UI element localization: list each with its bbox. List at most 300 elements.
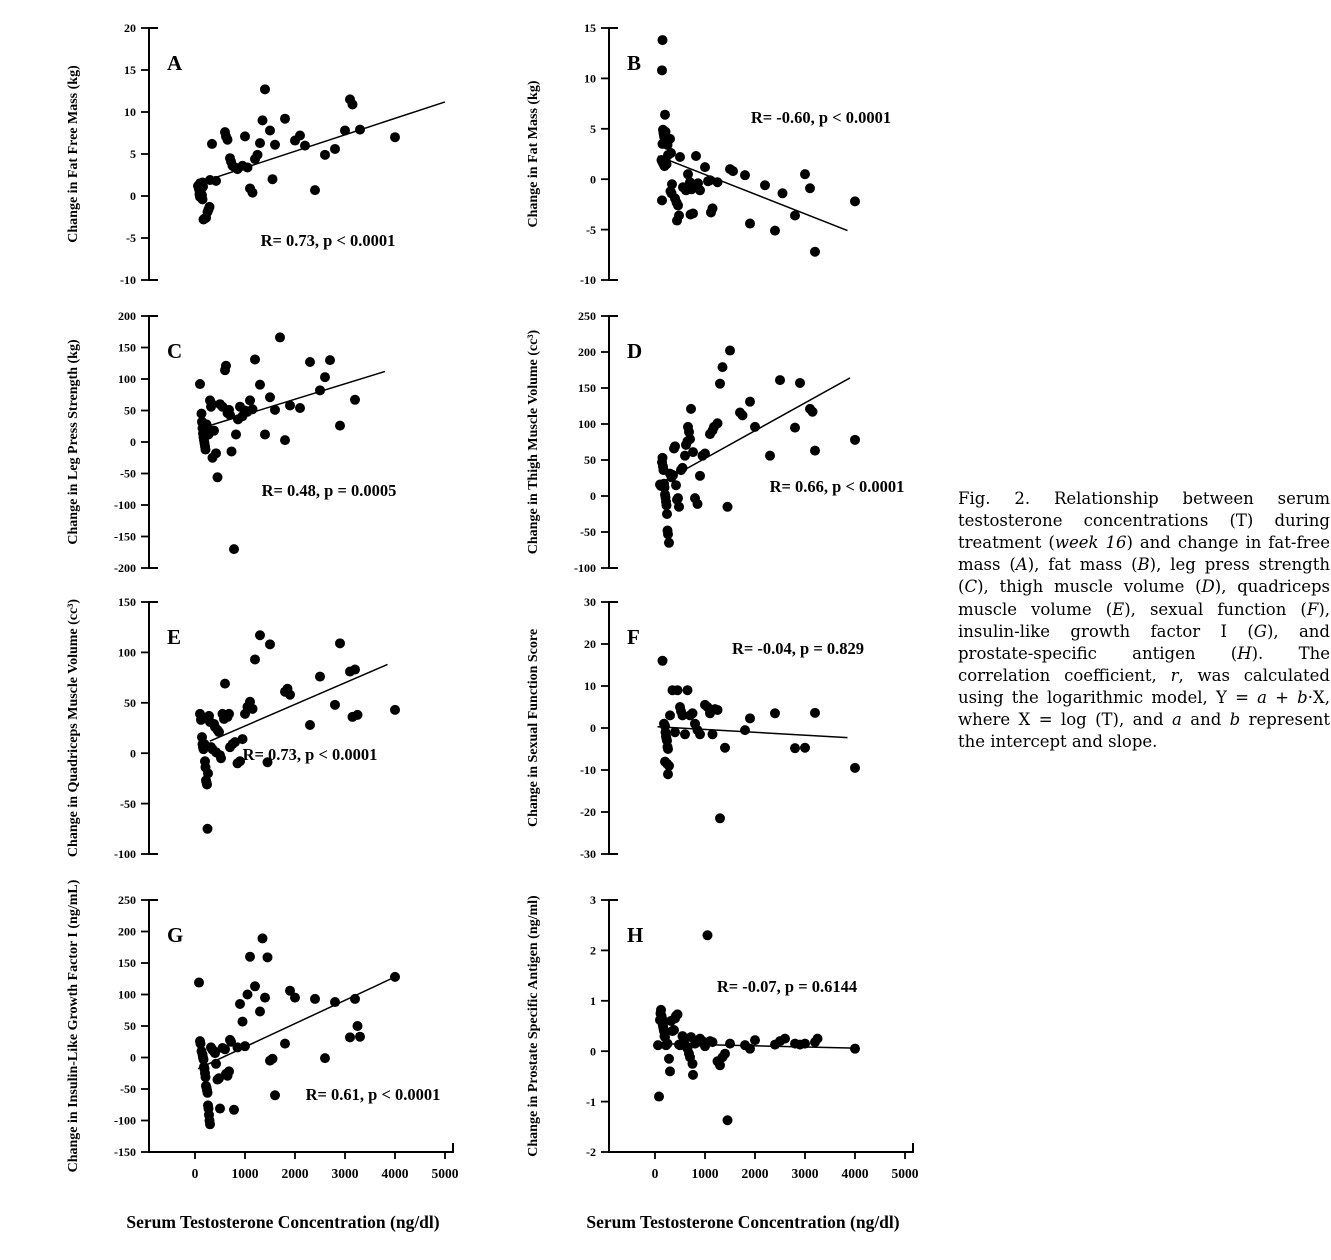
data-point — [658, 656, 668, 666]
data-point — [713, 705, 723, 715]
y-axis-label: Change in Insulin-Like Growth Factor I (ng/mL) — [66, 879, 81, 1173]
data-point — [713, 418, 723, 428]
data-point — [658, 453, 668, 463]
data-point — [660, 110, 670, 120]
y-tick-label: -100 — [114, 847, 136, 862]
data-point — [198, 194, 208, 204]
x-axis-title-left: Serum Testosterone Concentration (ng/dl) — [126, 1212, 440, 1232]
data-point — [285, 400, 295, 410]
y-tick-label: 0 — [590, 721, 596, 736]
y-tick-label: -150 — [114, 1145, 136, 1160]
x-tick-label: 3000 — [791, 1166, 819, 1181]
data-point — [663, 744, 673, 754]
trend-line — [198, 978, 393, 1069]
scatter-plot-fat-mass — [515, 8, 975, 296]
data-point — [280, 435, 290, 445]
data-point — [718, 362, 728, 372]
y-tick-label: 0 — [130, 1050, 136, 1065]
data-point — [850, 435, 860, 445]
data-point — [778, 188, 788, 198]
data-point — [221, 361, 231, 371]
data-point — [355, 1032, 365, 1042]
data-point — [738, 410, 748, 420]
data-point — [680, 729, 690, 739]
y-tick-label: -5 — [586, 222, 596, 237]
data-point — [330, 700, 340, 710]
data-point — [250, 654, 260, 664]
data-point — [203, 1088, 213, 1098]
data-point — [850, 1044, 860, 1054]
data-point — [260, 84, 270, 94]
y-axis — [580, 595, 618, 861]
data-point — [390, 132, 400, 142]
x-tick-label: 0 — [651, 1166, 659, 1181]
data-point — [728, 166, 738, 176]
data-point — [280, 114, 290, 124]
scatter-plot-igf-1 — [55, 880, 515, 1210]
scatter-plot-sexual-function — [515, 582, 975, 870]
x-tick-label: 0 — [191, 1166, 199, 1181]
data-point — [268, 174, 278, 184]
data-point — [300, 141, 310, 151]
y-tick-label: 0 — [130, 435, 136, 450]
data-point — [715, 813, 725, 823]
data-point — [663, 529, 673, 539]
data-point — [270, 1090, 280, 1100]
data-point — [664, 761, 674, 771]
data-point — [240, 1041, 250, 1051]
data-point — [220, 679, 230, 689]
data-point — [850, 763, 860, 773]
data-point — [770, 708, 780, 718]
data-point — [260, 429, 270, 439]
data-point — [295, 131, 305, 141]
y-axis-label: Change in Fat Mass (kg) — [526, 80, 541, 228]
data-point — [211, 176, 221, 186]
data-point — [270, 140, 280, 150]
data-point — [670, 441, 680, 451]
data-point — [353, 1021, 363, 1031]
data-point — [213, 472, 223, 482]
data-point — [810, 247, 820, 257]
data-point — [245, 395, 255, 405]
data-point — [255, 380, 265, 390]
data-point — [810, 708, 820, 718]
data-point — [740, 170, 750, 180]
data-point — [671, 480, 681, 490]
data-point — [686, 404, 696, 414]
y-tick-label: -50 — [120, 466, 136, 481]
y-tick-label: 10 — [584, 71, 596, 86]
panel-letter: F — [627, 625, 640, 649]
data-point — [223, 135, 233, 145]
y-tick-label: 100 — [118, 372, 136, 387]
data-point — [305, 720, 315, 730]
data-point — [310, 185, 320, 195]
scatter-plot-psa — [515, 880, 975, 1210]
y-tick-label: -10 — [580, 273, 596, 288]
data-point — [775, 375, 785, 385]
correlation-annotation: R= -0.07, p = 0.6144 — [716, 977, 858, 996]
data-point — [725, 1039, 735, 1049]
data-point — [353, 710, 363, 720]
data-point — [248, 404, 258, 414]
data-point — [723, 502, 733, 512]
data-point — [205, 202, 215, 212]
data-point — [263, 952, 273, 962]
x-axis-title-right: Serum Testosterone Concentration (ng/dl) — [586, 1212, 900, 1232]
y-tick-label: 200 — [118, 924, 136, 939]
data-point — [665, 710, 675, 720]
data-point — [813, 1034, 823, 1044]
data-point — [215, 1104, 225, 1114]
x-axis — [609, 1143, 919, 1181]
y-tick-label: 30 — [584, 595, 596, 610]
x-tick-label: 1000 — [231, 1166, 259, 1181]
data-point — [790, 423, 800, 433]
data-point — [290, 993, 300, 1003]
data-point — [216, 753, 226, 763]
data-point — [350, 395, 360, 405]
data-point — [657, 65, 667, 75]
y-tick-label: -200 — [114, 561, 136, 576]
data-point — [850, 196, 860, 206]
data-point — [693, 499, 703, 509]
y-tick-label: 50 — [584, 453, 596, 468]
data-point — [688, 708, 698, 718]
data-point — [355, 125, 365, 135]
data-point — [658, 35, 668, 45]
data-point — [315, 385, 325, 395]
data-point — [715, 379, 725, 389]
x-tick-label: 2000 — [741, 1166, 769, 1181]
y-axis — [580, 21, 618, 287]
y-tick-label: -100 — [114, 1113, 136, 1128]
data-point — [255, 138, 265, 148]
data-point — [203, 768, 213, 778]
data-point — [211, 448, 221, 458]
data-point — [740, 725, 750, 735]
data-point — [662, 500, 672, 510]
data-point — [695, 471, 705, 481]
data-point — [673, 200, 683, 210]
y-axis-label: Change in Leg Press Strength (kg) — [66, 339, 81, 545]
y-tick-label: -50 — [120, 796, 136, 811]
data-point — [265, 125, 275, 135]
data-point — [691, 151, 701, 161]
x-tick-label: 5000 — [891, 1166, 919, 1181]
data-point — [666, 148, 676, 158]
data-point — [750, 422, 760, 432]
data-point — [695, 729, 705, 739]
data-point — [657, 195, 667, 205]
data-point — [720, 1049, 730, 1059]
x-tick-label: 5000 — [431, 1166, 459, 1181]
data-point — [780, 1034, 790, 1044]
data-point — [268, 1054, 278, 1064]
data-point — [330, 997, 340, 1007]
data-point — [760, 180, 770, 190]
y-tick-label: -50 — [580, 525, 596, 540]
data-point — [708, 1037, 718, 1047]
data-point — [665, 1066, 675, 1076]
scatter-plot-leg-press-strength — [55, 296, 515, 584]
data-point — [662, 509, 672, 519]
y-tick-label: -20 — [580, 805, 596, 820]
y-tick-label: 200 — [578, 345, 596, 360]
data-point — [260, 993, 270, 1003]
data-point — [330, 144, 340, 154]
figure-caption: Fig. 2. Relationship between serum testosterone concentrations (T) during treatment (week 16) and change in fat-free mass (A), fat mass (B), leg press strength (C), thigh muscle volume (D), quadriceps muscle volume (E), sexual function (F), insulin-like growth factor I (G), and prostate-specific antigen (H). The correlation coefficient, r, was calculated using the logarithmic model, Y = a + b·X, where X = log (T), and a and b represent the intercept and slope. — [958, 489, 1330, 752]
data-point — [810, 446, 820, 456]
data-point — [205, 1119, 215, 1129]
data-point — [238, 734, 248, 744]
scatter-plot-fat-free-mass — [55, 8, 515, 296]
data-point — [390, 705, 400, 715]
data-point — [209, 426, 219, 436]
data-point — [688, 447, 698, 457]
y-tick-label: 250 — [578, 309, 596, 324]
data-point — [745, 397, 755, 407]
data-point — [663, 769, 673, 779]
data-point — [725, 346, 735, 356]
data-point — [202, 779, 212, 789]
data-point — [224, 709, 234, 719]
data-point — [654, 1092, 664, 1102]
correlation-annotation: R= -0.60, p < 0.0001 — [750, 108, 892, 127]
panel-letter: B — [627, 51, 642, 75]
panel-letter: C — [167, 339, 183, 363]
data-point — [800, 1039, 810, 1049]
data-point — [795, 378, 805, 388]
data-point — [695, 185, 705, 195]
y-axis — [114, 595, 158, 861]
data-point — [285, 690, 295, 700]
data-point — [305, 357, 315, 367]
data-point — [673, 685, 683, 695]
data-point — [669, 1025, 679, 1035]
y-tick-label: 15 — [124, 63, 136, 78]
data-point — [683, 685, 693, 695]
y-tick-label: 50 — [124, 696, 136, 710]
data-point — [211, 1059, 221, 1069]
y-tick-label: 15 — [584, 21, 596, 36]
data-points — [658, 656, 861, 824]
data-point — [255, 630, 265, 640]
data-point — [194, 978, 204, 988]
data-point — [340, 125, 350, 135]
data-point — [229, 544, 239, 554]
data-point — [390, 972, 400, 982]
scatter-plot-thigh-muscle-volume — [515, 296, 975, 584]
data-point — [700, 162, 710, 172]
y-tick-label: 200 — [118, 309, 136, 324]
data-point — [335, 421, 345, 431]
data-point — [678, 463, 688, 473]
data-point — [201, 1072, 211, 1082]
data-point — [275, 332, 285, 342]
y-tick-label: 10 — [584, 679, 596, 694]
data-point — [258, 115, 268, 125]
y-axis — [114, 893, 158, 1159]
data-point — [310, 994, 320, 1004]
data-point — [673, 493, 683, 503]
data-point — [664, 1054, 674, 1064]
data-point — [723, 1115, 733, 1125]
scatter-plot-quadriceps-muscle-volume — [55, 582, 515, 870]
data-point — [320, 372, 330, 382]
y-tick-label: 0 — [590, 489, 596, 504]
data-point — [248, 188, 258, 198]
data-point — [270, 405, 280, 415]
data-point — [243, 990, 253, 1000]
y-tick-label: 5 — [590, 122, 596, 136]
y-tick-label: 100 — [118, 645, 136, 660]
y-tick-label: 150 — [118, 956, 136, 971]
correlation-annotation: R= 0.48, p = 0.0005 — [261, 481, 397, 500]
data-point — [350, 665, 360, 675]
panel-letter: H — [627, 923, 644, 947]
data-point — [295, 403, 305, 413]
data-point — [790, 743, 800, 753]
panel-letter: D — [627, 339, 643, 363]
data-point — [675, 152, 685, 162]
y-axis-label: Change in Sexual Function Score — [526, 628, 541, 828]
data-point — [250, 981, 260, 991]
data-point — [688, 208, 698, 218]
correlation-annotation: R= 0.61, p < 0.0001 — [305, 1085, 441, 1104]
data-point — [708, 729, 718, 739]
data-point — [345, 1032, 355, 1042]
y-tick-label: 0 — [130, 746, 136, 761]
data-points — [653, 930, 860, 1125]
data-point — [700, 449, 710, 459]
data-point — [745, 219, 755, 229]
y-axis — [120, 21, 158, 287]
y-tick-label: 100 — [118, 987, 136, 1002]
y-tick-label: 10 — [124, 105, 136, 120]
data-point — [664, 538, 674, 548]
data-point — [335, 638, 345, 648]
data-point — [320, 1053, 330, 1063]
y-tick-label: 2 — [590, 943, 596, 958]
data-point — [250, 354, 260, 364]
y-axis — [574, 309, 618, 575]
data-point — [201, 445, 211, 455]
data-point — [800, 169, 810, 179]
y-axis — [586, 893, 618, 1159]
data-point — [770, 226, 780, 236]
x-tick-label: 3000 — [331, 1166, 359, 1181]
y-tick-label: 20 — [124, 21, 136, 36]
x-tick-label: 1000 — [691, 1166, 719, 1181]
data-point — [248, 704, 258, 714]
correlation-annotation: R= 0.66, p < 0.0001 — [769, 477, 905, 496]
data-points — [195, 332, 360, 554]
data-point — [265, 639, 275, 649]
y-axis-label: Change in Fat Free Mass (kg) — [66, 65, 81, 243]
data-point — [673, 1009, 683, 1019]
data-point — [674, 502, 684, 512]
panel-letter: E — [167, 625, 182, 649]
data-point — [800, 743, 810, 753]
data-point — [227, 446, 237, 456]
y-tick-label: 20 — [584, 637, 596, 652]
y-tick-label: 150 — [578, 381, 596, 396]
data-point — [745, 1044, 755, 1054]
data-point — [245, 952, 255, 962]
y-tick-label: -150 — [114, 529, 136, 544]
data-point — [703, 930, 713, 940]
data-point — [207, 139, 217, 149]
data-point — [350, 994, 360, 1004]
data-point — [688, 1059, 698, 1069]
x-tick-label: 2000 — [281, 1166, 309, 1181]
y-tick-label: -10 — [580, 763, 596, 778]
correlation-annotation: R= -0.04, p = 0.829 — [731, 639, 865, 658]
data-point — [265, 392, 275, 402]
data-point — [805, 183, 815, 193]
data-point — [224, 1066, 234, 1076]
trend-line — [210, 664, 388, 741]
y-axis-label: Change in Prostate Specific Antigen (ng/ml) — [526, 895, 541, 1157]
y-tick-label: 100 — [578, 417, 596, 432]
y-tick-label: 5 — [130, 147, 136, 162]
data-point — [672, 216, 682, 226]
y-tick-label: -50 — [120, 1082, 136, 1097]
data-points — [195, 630, 400, 834]
data-point — [253, 150, 263, 160]
y-tick-label: -2 — [586, 1145, 596, 1160]
data-point — [790, 210, 800, 220]
data-point — [214, 727, 224, 737]
data-point — [688, 1070, 698, 1080]
y-tick-label: 250 — [118, 893, 136, 908]
data-point — [720, 743, 730, 753]
data-point — [765, 451, 775, 461]
data-point — [280, 1039, 290, 1049]
y-tick-label: 1 — [590, 994, 596, 1008]
data-point — [195, 379, 205, 389]
data-point — [320, 150, 330, 160]
data-point — [243, 162, 253, 172]
correlation-annotation: R= 0.73, p < 0.0001 — [260, 231, 396, 250]
x-axis — [149, 1143, 459, 1181]
data-point — [348, 99, 358, 109]
data-points — [193, 84, 400, 224]
data-point — [315, 672, 325, 682]
data-point — [713, 177, 723, 187]
y-tick-label: 3 — [590, 893, 596, 908]
data-points — [655, 346, 860, 548]
data-point — [203, 824, 213, 834]
data-point — [750, 1035, 760, 1045]
data-point — [207, 399, 217, 409]
data-point — [325, 355, 335, 365]
y-tick-label: 150 — [118, 595, 136, 610]
data-point — [238, 1017, 248, 1027]
data-point — [255, 1007, 265, 1017]
data-point — [706, 207, 716, 217]
data-point — [662, 159, 672, 169]
data-point — [258, 933, 268, 943]
y-tick-label: 0 — [130, 189, 136, 204]
y-tick-label: 0 — [590, 1044, 596, 1059]
data-point — [670, 727, 680, 737]
y-tick-label: -5 — [126, 231, 136, 246]
data-point — [745, 713, 755, 723]
data-point — [240, 131, 250, 141]
